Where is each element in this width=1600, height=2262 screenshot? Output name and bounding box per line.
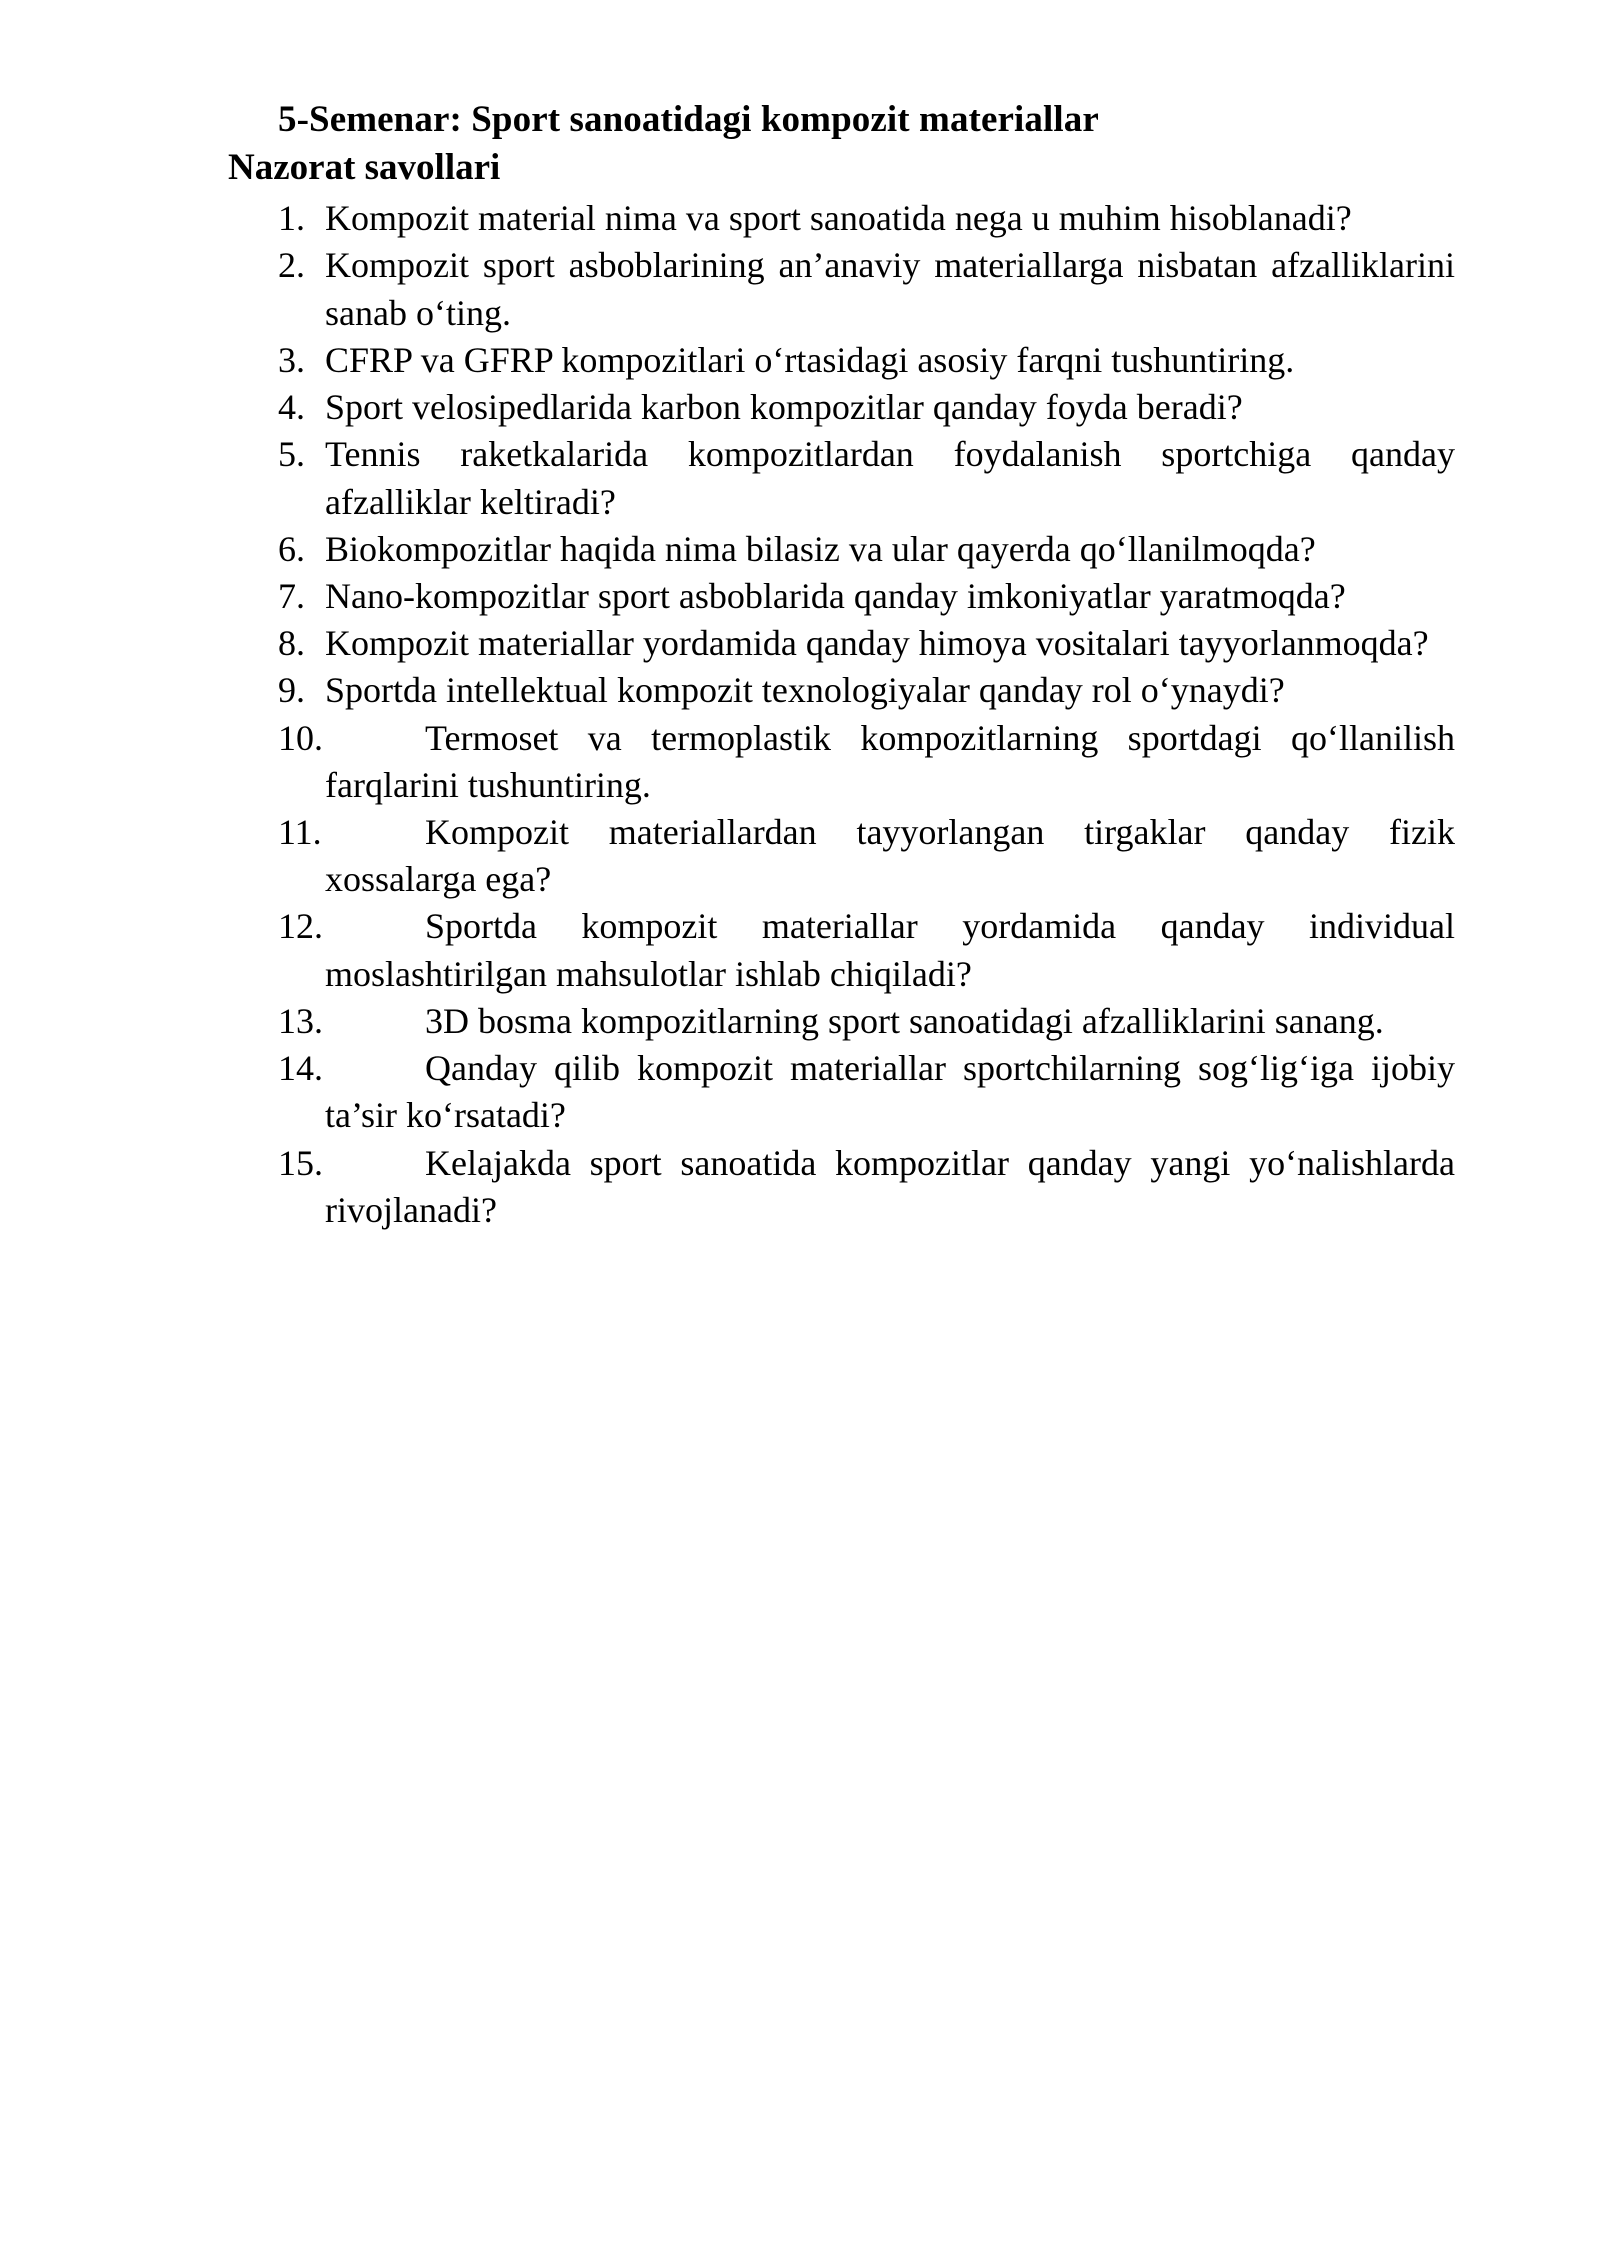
list-item [200, 903, 1455, 997]
list-item [200, 573, 1455, 620]
list-item [200, 715, 1455, 809]
list-item [200, 242, 1455, 336]
list-item [200, 384, 1455, 431]
list-item-text: Sport velosipedlarida karbon kompozitlar qanday foyda beradi? [325, 387, 1243, 428]
list-item-number: 13. [278, 1000, 323, 1041]
list-item [200, 998, 1455, 1045]
list-item-number: 8. [278, 623, 305, 664]
section-heading: Nazorat savollari [228, 147, 501, 189]
list-item-number: 2. [278, 245, 305, 286]
list-item-text: Kompozit material nima va sport sanoatida nega u muhim hisoblanadi? [325, 198, 1352, 239]
document-body [200, 96, 1455, 1234]
list-item-text: Kompozit materiallardan tayyorlangan tirgaklar qanday fizik xossalarga ega? [325, 812, 1455, 900]
list-item [200, 667, 1455, 714]
list-item-text: CFRP va GFRP kompozitlari o‘rtasidagi asosiy farqni tushuntiring. [325, 339, 1295, 380]
list-item-text: 3D bosma kompozitlarning sport sanoatidagi afzalliklarini sanang. [425, 1000, 1384, 1041]
list-item-number: 14. [278, 1048, 323, 1089]
list-item [200, 1140, 1455, 1234]
list-item [200, 431, 1455, 525]
list-item [200, 809, 1455, 903]
list-item-number: 6. [278, 528, 305, 569]
list-item-text: Kelajakda sport sanoatida kompozitlar qanday yangi yo‘nalishlarda rivojlanadi? [325, 1142, 1455, 1230]
page-title: 5-Semenar: Sport sanoatidagi kompozit materiallar [278, 99, 1099, 140]
list-item-number: 4. [278, 387, 305, 428]
list-item [200, 526, 1455, 573]
list-item-number: 11. [278, 812, 322, 853]
list-item-number: 9. [278, 670, 305, 711]
list-item [200, 1045, 1455, 1139]
list-item-number: 7. [278, 575, 305, 616]
list-item-text: Kompozit materiallar yordamida qanday himoya vositalari tayyorlanmoqda? [325, 623, 1429, 664]
list-item-number: 10. [278, 717, 323, 758]
list-item-text: Qanday qilib kompozit materiallar sportchilarning sog‘lig‘iga ijobiy ta’sir ko‘rsatadi? [325, 1048, 1455, 1136]
list-item-text: Biokompozitlar haqida nima bilasiz va ular qayerda qo‘llanilmoqda? [325, 528, 1316, 569]
list-item-number: 1. [278, 198, 305, 239]
list-item-text: Tennis raketkalarida kompozitlardan foydalanish sportchiga qanday afzalliklar keltiradi? [325, 434, 1455, 522]
list-item-number: 15. [278, 1142, 323, 1183]
list-item [200, 195, 1455, 242]
list-item [200, 337, 1455, 384]
list-item [200, 620, 1455, 667]
list-item-text: Sportda intellektual kompozit texnologiyalar qanday rol o‘ynaydi? [325, 670, 1285, 711]
list-item-number: 3. [278, 339, 305, 380]
list-item-text: Kompozit sport asboblarining an’anaviy materiallarga nisbatan afzalliklarini sanab o‘ting. [325, 245, 1455, 333]
list-item-text: Sportda kompozit materiallar yordamida qanday individual moslashtirilgan mahsulotlar ishlab chiqiladi? [325, 906, 1455, 994]
question-list [200, 195, 1455, 1234]
list-item-number: 12. [278, 906, 323, 947]
list-item-text: Termoset va termoplastik kompozitlarning sportdagi qo‘llanilish farqlarini tushuntiring. [325, 717, 1455, 805]
list-item-text: Nano-kompozitlar sport asboblarida qanday imkoniyatlar yaratmoqda? [325, 575, 1346, 616]
list-item-number: 5. [278, 434, 305, 475]
